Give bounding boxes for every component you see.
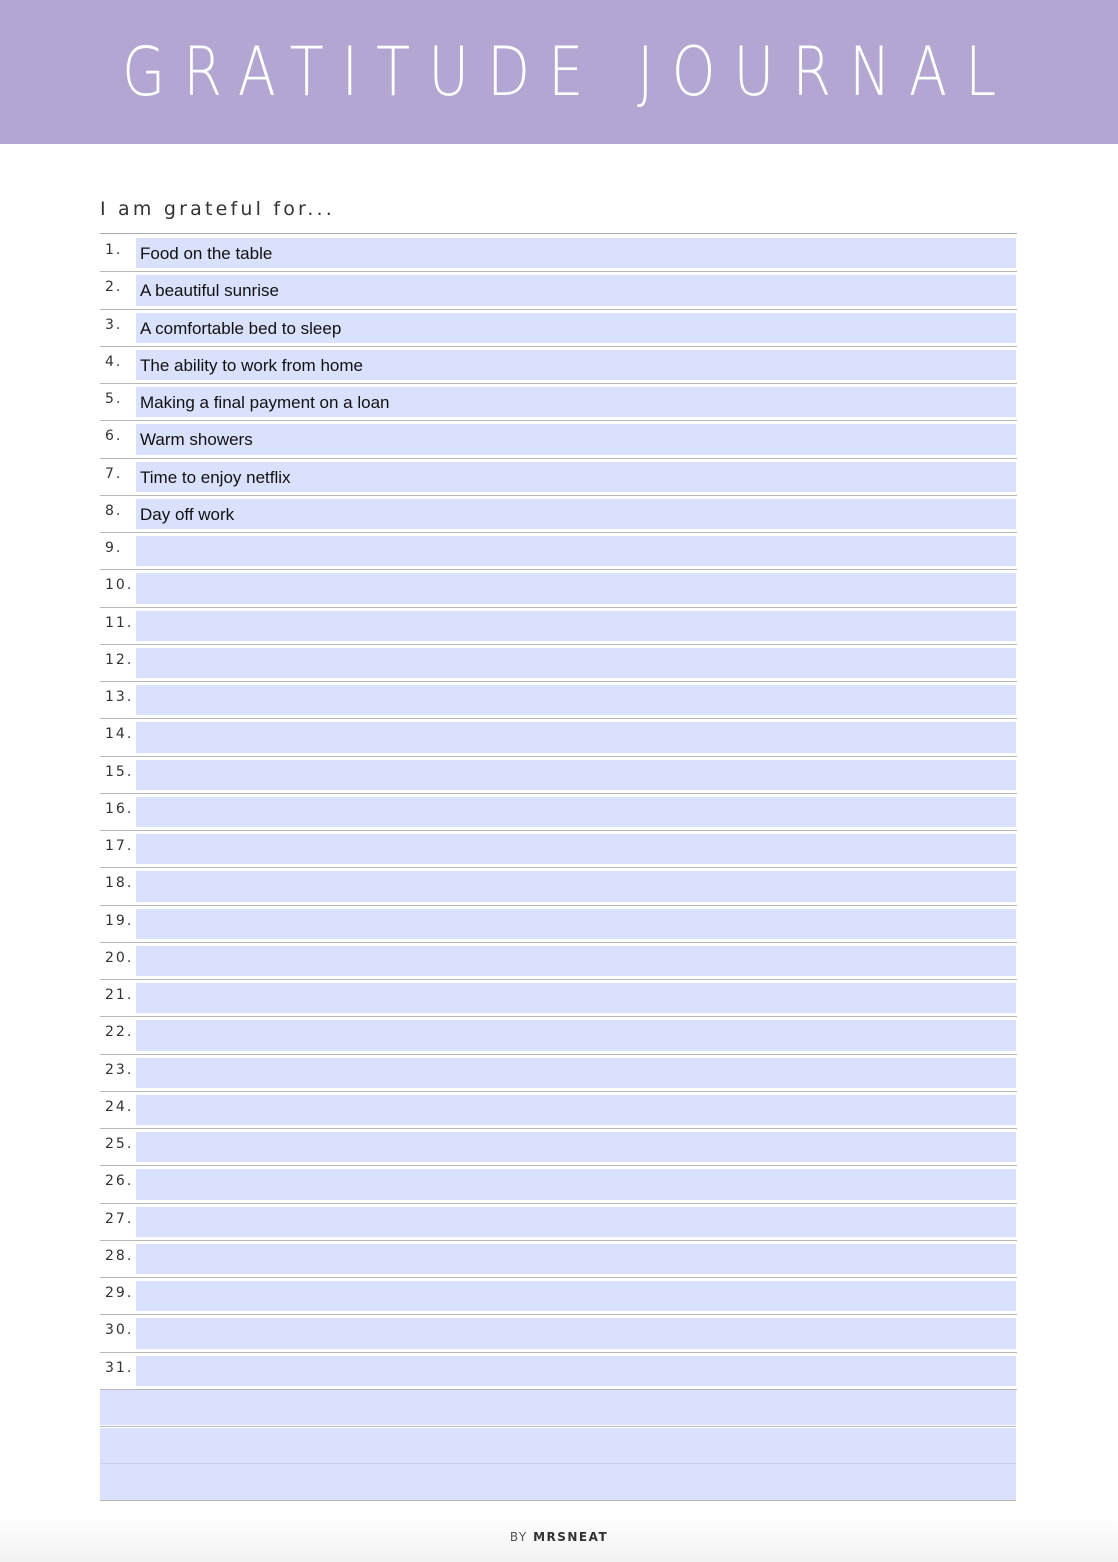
entry-field[interactable] (136, 275, 1016, 305)
list-item (100, 831, 1017, 868)
list-item (100, 1278, 1017, 1315)
entry-number: 20. (105, 949, 134, 966)
entry-text: Day off work (140, 504, 235, 524)
list-item (100, 1353, 1017, 1390)
footer-credit (0, 1530, 1118, 1544)
entry-number: 1. (105, 242, 123, 258)
entry-number: 19. (105, 912, 134, 929)
entry-number: 18. (105, 875, 134, 892)
entry-field[interactable] (136, 1169, 1016, 1199)
entry-number: 13. (105, 689, 134, 705)
entry-field[interactable] (136, 499, 1016, 529)
list-item (100, 906, 1017, 943)
entry-field[interactable] (136, 685, 1016, 715)
list-item (100, 1315, 1017, 1352)
entry-field[interactable] (136, 387, 1016, 417)
entry-text: Time to enjoy netflix (140, 467, 291, 487)
list-item (100, 645, 1017, 682)
entry-field[interactable] (136, 1020, 1016, 1050)
entry-number: 23. (105, 1061, 134, 1078)
entry-field[interactable] (136, 797, 1016, 827)
entry-field[interactable] (136, 536, 1016, 566)
list-item (100, 235, 1017, 272)
entry-number: 8. (105, 502, 123, 519)
entry-number: 4. (105, 353, 123, 370)
prompt-text: I am grateful for... (100, 198, 336, 220)
entry-text: A beautiful sunrise (140, 281, 279, 301)
list-item (100, 272, 1017, 309)
list-item (100, 1241, 1017, 1278)
entry-number: 25. (105, 1136, 134, 1152)
entry-number: 6. (105, 428, 123, 445)
entry-field[interactable] (136, 648, 1016, 678)
list-item (100, 1129, 1017, 1166)
list-item (100, 794, 1017, 831)
list-item (100, 459, 1017, 496)
entry-field[interactable] (136, 1132, 1016, 1162)
divider (100, 233, 1017, 234)
entry-number: 3. (105, 316, 123, 333)
entry-field[interactable] (136, 722, 1016, 752)
entry-number: 24. (105, 1098, 134, 1115)
list-item (100, 421, 1017, 458)
entry-number: 21. (105, 987, 134, 1003)
entry-number: 10. (105, 577, 134, 594)
list-item (100, 943, 1017, 980)
list-item (100, 384, 1017, 421)
entry-text: The ability to work from home (140, 355, 363, 375)
entry-field[interactable] (136, 1281, 1016, 1311)
entry-number: 15. (105, 763, 134, 780)
list-item (100, 608, 1017, 645)
entry-text: A comfortable bed to sleep (140, 318, 342, 338)
entry-number: 11. (105, 614, 134, 631)
entry-number: 5. (105, 391, 123, 407)
entry-text: Food on the table (140, 244, 273, 263)
list-item (100, 719, 1017, 756)
footer-brand: MRSNEAT (533, 1530, 609, 1544)
list-item (100, 533, 1017, 570)
list-item (100, 570, 1017, 607)
entry-field[interactable] (136, 573, 1016, 603)
list-item (100, 1055, 1017, 1092)
divider (100, 1500, 1016, 1501)
entry-number: 29. (105, 1285, 134, 1301)
entry-number: 26. (105, 1173, 134, 1190)
entry-field[interactable] (136, 983, 1016, 1013)
entry-field[interactable] (136, 350, 1016, 380)
entry-field[interactable] (136, 871, 1016, 901)
entry-field[interactable] (136, 1244, 1016, 1274)
gratitude-list (100, 235, 1017, 1390)
footer-prefix: BY (509, 1530, 528, 1544)
entry-field[interactable] (136, 462, 1016, 492)
list-item (100, 980, 1017, 1017)
entry-field[interactable] (136, 1207, 1016, 1237)
extra-field[interactable] (100, 1428, 1016, 1500)
entry-number: 2. (105, 279, 123, 296)
entry-number: 22. (105, 1024, 134, 1041)
entry-number: 16. (105, 800, 134, 817)
entry-field[interactable] (136, 1058, 1016, 1088)
list-item (100, 310, 1017, 347)
list-item (100, 347, 1017, 384)
entry-number: 9. (105, 540, 123, 556)
list-item (100, 1204, 1017, 1241)
entry-field[interactable] (136, 611, 1016, 641)
list-item (100, 1017, 1017, 1054)
entry-field[interactable] (136, 1095, 1016, 1125)
entry-number: 14. (105, 726, 134, 743)
entry-number: 28. (105, 1247, 134, 1264)
entry-field[interactable] (136, 760, 1016, 790)
entry-field[interactable] (136, 424, 1016, 454)
entry-field[interactable] (136, 946, 1016, 976)
divider (100, 1463, 1016, 1464)
entry-number: 27. (105, 1210, 134, 1227)
entry-field[interactable] (136, 1356, 1016, 1386)
entry-field[interactable] (136, 238, 1016, 268)
entry-text: Warm showers (140, 430, 253, 450)
entry-number: 12. (105, 651, 134, 668)
divider (100, 1426, 1016, 1427)
header-banner (0, 0, 1118, 144)
entry-field[interactable] (136, 1318, 1016, 1348)
list-item (100, 682, 1017, 719)
entry-number: 30. (105, 1322, 134, 1339)
entry-number: 31. (105, 1359, 134, 1376)
entry-field[interactable] (136, 834, 1016, 864)
list-item (100, 757, 1017, 794)
list-item (100, 868, 1017, 905)
page-title: GRATITUDE JOURNAL (121, 32, 1015, 112)
entry-field[interactable] (136, 909, 1016, 939)
entry-number: 17. (105, 838, 134, 854)
extra-field[interactable] (100, 1390, 1016, 1425)
list-item (100, 1092, 1017, 1129)
list-item (100, 496, 1017, 533)
entry-field[interactable] (136, 313, 1016, 343)
entry-text: Making a final payment on a loan (140, 393, 390, 412)
entry-number: 7. (105, 465, 123, 482)
list-item (100, 1166, 1017, 1203)
